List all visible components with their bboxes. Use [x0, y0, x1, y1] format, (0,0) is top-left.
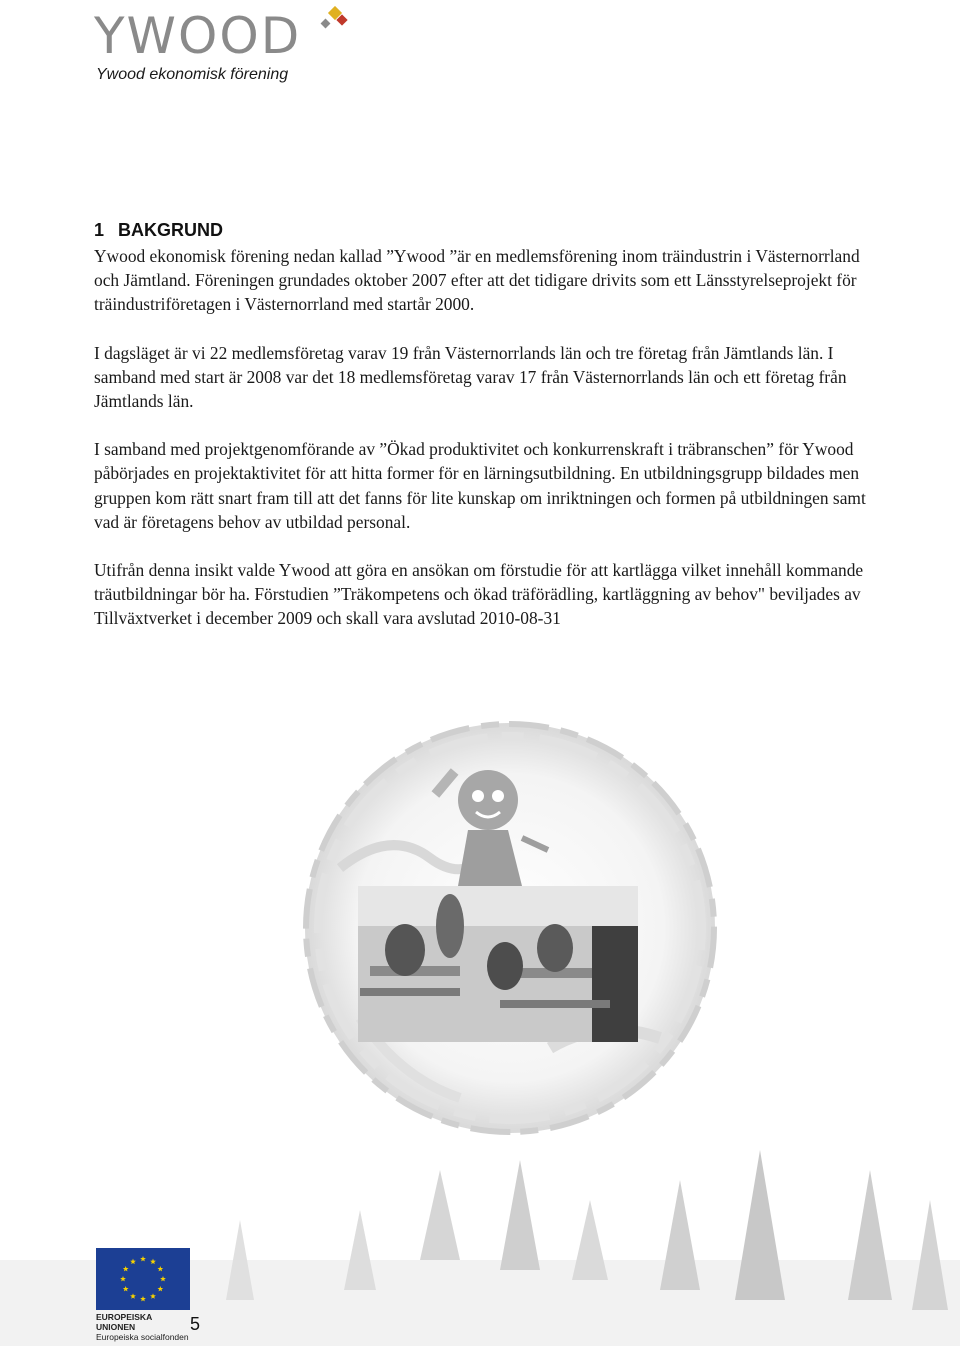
- page-number: 5: [190, 1314, 201, 1334]
- section-title: BAKGRUND: [118, 220, 223, 240]
- globe-classroom-illustration: [300, 718, 720, 1138]
- paragraph: Utifrån denna insikt valde Ywood att göra en ansökan om förstudie för att kartlägga vilket innehåll kommande träutbildningar bör ha. Förstudien ”Träkompetens och ökad träförädling, kartläggning av behov" beviljades av Tillväxtverket i december 2009 och skall vara avslutad 2010-08-31: [94, 560, 864, 629]
- logo-wordmark: YWOOD: [94, 7, 302, 65]
- section-heading: [94, 218, 874, 242]
- eu-flag-icon: [96, 1248, 190, 1310]
- paragraph: I dagsläget är vi 22 medlemsföretag varav 19 från Västernorrlands län och tre företag från Jämtlands län. I samband med start är 2008 var det 18 medlemsföretag varav 17 från Västernorrlands län och ett företag från Jämtlands län.: [94, 342, 847, 412]
- paragraph: I samband med projektgenomförande av ”Ökad produktivitet och konkurrenskraft i träbranschen” för Ywood påbörjades en projektaktivitet för att hitta former för en lärningsutbildning. En utbildningsgrupp bildades men gruppen kom rätt snart fram till att det fanns för lite kunskap om inriktningen och formen på utbildningen samt vad är företagens behov av utbildad personal.: [94, 439, 866, 532]
- paragraph: Ywood ekonomisk förening nedan kallad ”Ywood ”är en medlemsförening inom träindustrin i Västernorrland och Jämtland. Föreningen grundades oktober 2007 efter att det tidigare drivits som ett Länsstyrelseprojekt för träindustriföretagen i Västernorrland med startår 2000.: [94, 246, 860, 315]
- logo-subtitle: Ywood ekonomisk förening: [96, 66, 289, 83]
- eu-label-line1: EUROPEISKA UNIONEN: [96, 1312, 152, 1332]
- classroom-photo: [358, 886, 638, 1042]
- eu-label-line2: Europeiska socialfonden: [96, 1332, 189, 1342]
- diamond-mark-icon: [316, 6, 352, 42]
- eu-label: [96, 1312, 192, 1342]
- section-number: 1: [94, 220, 105, 240]
- section-bakgrund: [94, 218, 874, 655]
- ywood-logo: [94, 6, 354, 86]
